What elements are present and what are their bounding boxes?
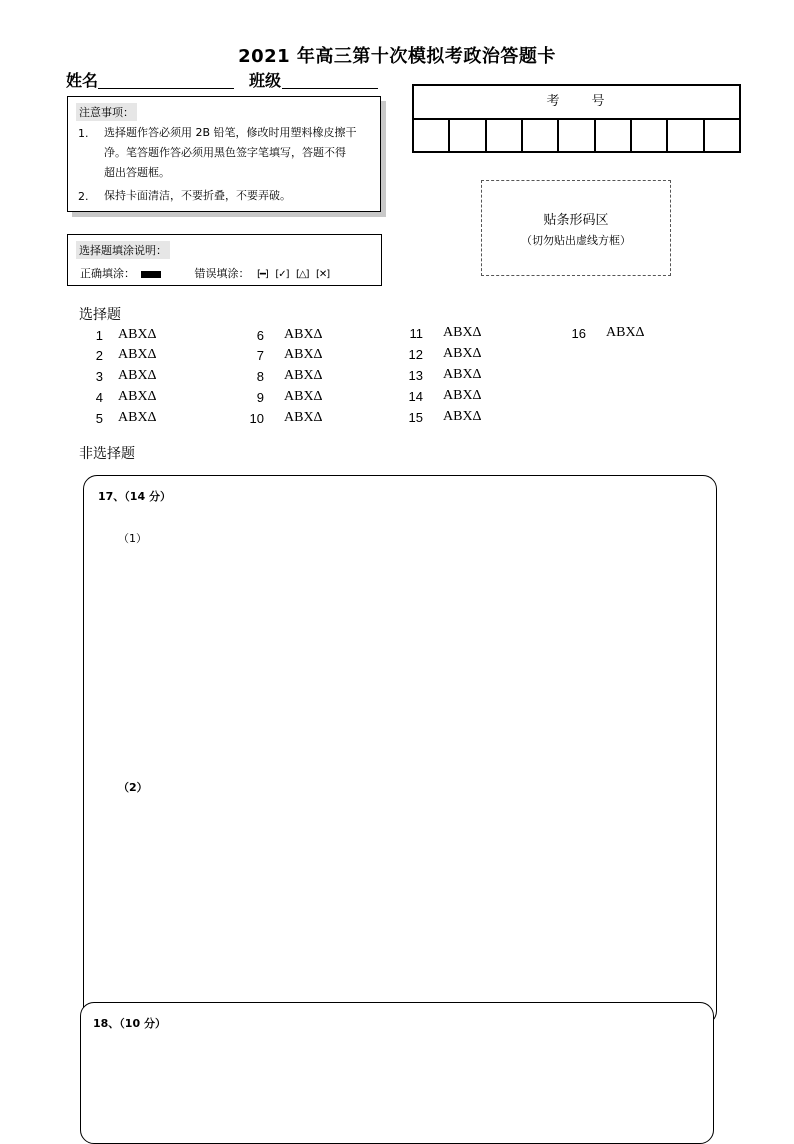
question-number: 16 (571, 326, 586, 341)
class-field[interactable] (282, 70, 378, 89)
question-number: 10 (249, 411, 264, 426)
question-number: 11 (409, 326, 423, 341)
name-label: 姓名 (66, 71, 99, 90)
wrong-mark: [✓] (275, 269, 289, 280)
wrong-mark: [━] (257, 269, 268, 280)
notice-heading: 注意事项： (76, 103, 137, 121)
fill-guide-row (80, 265, 329, 281)
exam-id-cell[interactable] (450, 120, 486, 151)
answer-options[interactable]: ABXΔ (118, 389, 157, 404)
notice-box (67, 96, 381, 212)
answer-options[interactable]: ABXΔ (284, 410, 323, 425)
exam-id-cell[interactable] (559, 120, 595, 151)
question-number: 15 (408, 410, 423, 425)
wrong-mark: [△] (296, 269, 309, 280)
question-number: 4 (95, 390, 103, 405)
fill-guide-heading: 选择题填涂说明： (76, 241, 170, 259)
question-number: 14 (408, 389, 423, 404)
answer-options[interactable]: ABXΔ (606, 325, 645, 340)
question-number: 6 (256, 328, 264, 343)
answer-box-q17[interactable] (83, 475, 717, 1025)
exam-id-cell[interactable] (632, 120, 668, 151)
answer-options[interactable]: ABXΔ (443, 409, 482, 424)
answer-options[interactable]: ABXΔ (118, 368, 157, 383)
question-number: 12 (408, 347, 423, 362)
question-number: 13 (408, 368, 423, 383)
notice-line: 选择题作答必须用 2B 铅笔，修改时用塑料橡皮擦干 (104, 126, 357, 139)
answer-options[interactable]: ABXΔ (284, 347, 323, 362)
notice-line: 净。笔答题作答必须用黑色签字笔填写，答题不得 (104, 146, 346, 159)
exam-id-cell[interactable] (596, 120, 632, 151)
question-number: 8 (256, 369, 264, 384)
answer-options[interactable]: ABXΔ (118, 347, 157, 362)
correct-fill-mark (141, 271, 161, 278)
q18-title: 18、（10 分） (93, 1017, 166, 1030)
class-label: 班级 (249, 71, 282, 90)
exam-id-cell[interactable] (487, 120, 523, 151)
answer-options[interactable]: ABXΔ (284, 327, 323, 342)
answer-options[interactable]: ABXΔ (118, 410, 157, 425)
question-number: 3 (95, 369, 103, 384)
question-number: 1 (95, 328, 103, 343)
answer-options[interactable]: ABXΔ (443, 367, 482, 382)
notice-item-num: 2. (78, 190, 89, 203)
barcode-title: 贴条形码区 (543, 213, 609, 228)
q17-part1-label: （1） (118, 532, 147, 545)
nonchoice-heading: 非选择题 (79, 446, 135, 462)
exam-id-cell[interactable] (414, 120, 450, 151)
exam-id-cell[interactable] (523, 120, 559, 151)
choice-heading: 选择题 (79, 307, 121, 323)
barcode-area (481, 180, 671, 276)
question-number: 2 (95, 348, 103, 363)
correct-fill-label: 正确填涂： (80, 267, 135, 280)
answer-options[interactable]: ABXΔ (284, 368, 323, 383)
exam-id-cell[interactable] (668, 120, 704, 151)
wrong-fill-label: 错误填涂： (194, 267, 250, 280)
exam-id-box (412, 84, 741, 153)
answer-options[interactable]: ABXΔ (443, 388, 482, 403)
notice-item-num: 1. (78, 127, 89, 140)
exam-id-cell[interactable] (705, 120, 739, 151)
exam-id-label: 考 号 (414, 86, 739, 120)
question-number: 9 (256, 390, 264, 405)
q17-part2-label: （2） (118, 781, 148, 794)
wrong-mark: [✕] (316, 269, 330, 280)
q17-title: 17、（14 分） (98, 490, 171, 503)
answer-options[interactable]: ABXΔ (443, 346, 482, 361)
question-number: 5 (95, 411, 103, 426)
notice-line: 保持卡面清洁，不要折叠，不要弄破。 (104, 189, 291, 202)
fill-guide-box (67, 234, 382, 286)
answer-options[interactable]: ABXΔ (118, 327, 157, 342)
answer-options[interactable]: ABXΔ (284, 389, 323, 404)
question-number: 7 (256, 348, 264, 363)
name-field[interactable] (98, 70, 234, 89)
page-title: 2021 年高三第十次模拟考政治答题卡 (238, 46, 556, 67)
answer-options[interactable]: ABXΔ (443, 325, 482, 340)
notice-line: 超出答题框。 (104, 166, 170, 179)
barcode-note: （切勿贴出虚线方框） (521, 234, 631, 247)
